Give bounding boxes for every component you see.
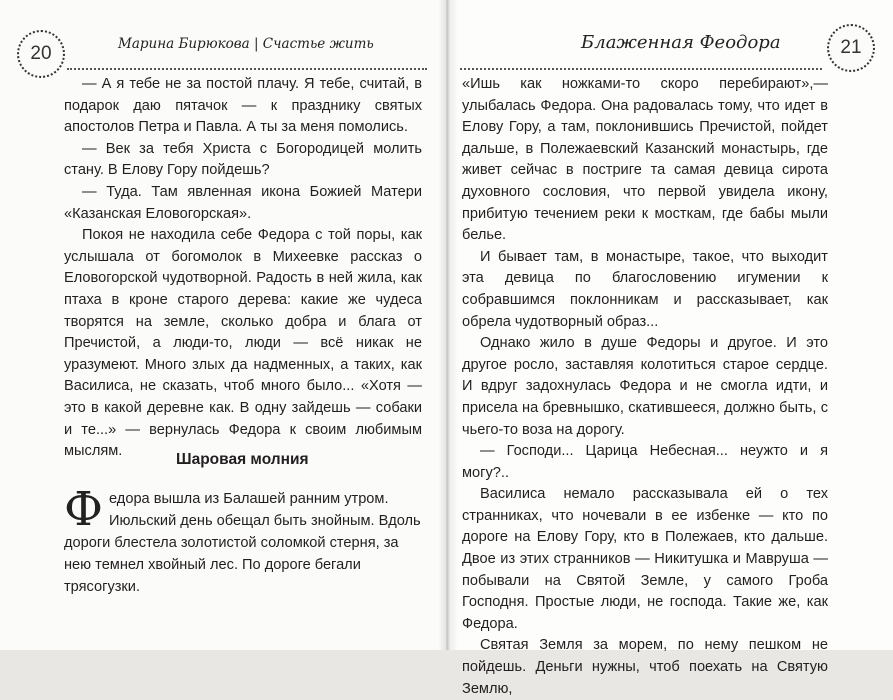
right-text-block [462,74,828,700]
right-page [448,0,893,697]
book-gutter [438,0,458,650]
section-heading: Шаровая молния [176,451,309,468]
right-paragraph-4: — Господи... Царица Небесная... неужто и я могу?.. [462,443,828,481]
right-paragraph-3: Однако жило в душе Федоры и другое. И это другое росло, заставляя колотиться старое сердце. И вдруг задохнулась Федора и не смогла идти, и присела на бревнышко, скатившееся, должно быть, с чьего-то воза на дорогу. [462,335,828,438]
left-paragraph-4: Покоя не находила себе Федора с той поры, как услышала от богомолок в Михеевке рассказ о Еловогорской чудотворной. Радость в ней жила, как птаха в кроне старого дерева: какие же чудеса творятся на земле, сколько добра и блага от Пречистой, а люди-то, люди — всё никак не уразумеют. Много злых да надменных, а таких, как Василиса, не сказать, чтоб много было... «Хотя — это в какой деревне как. В одну зайдешь — собаки и те...» — вернулась Федора к своим любимым мыслям. [64,227,422,460]
left-paragraph-1: — А я тебе не за постой плачу. Я тебе, считай, в подарок даю пятачок — к празднику святых апостолов Петра и Павла. А ты за меня помолись. [64,76,422,136]
left-paragraph-3: — Туда. Там явленная икона Божией Матери «Казанская Еловогорская». [64,183,422,222]
right-page-number-text: 21 [840,37,862,58]
dropcap-letter: Ф [64,482,104,537]
left-text-block [64,74,422,463]
left-running-head: Марина Бирюкова | Счастье жить [118,36,374,52]
right-header-rule [460,68,822,70]
right-paragraph-6: Святая Земля за морем, по нему пешком не пойдешь. Деньги нужны, чтоб поехать на Святую Землю, [462,637,828,697]
dropcap-paragraph [64,482,422,598]
left-page [0,0,446,650]
right-paragraph-1: «Ишь как ножками-то скоро перебирают»,— улыбалась Федора. Она радовалась тому, что идет в Елову Гору, а там, поклонившись Пречистой, пойдет дальше, в Полежаевский Казанский монастырь, где живет сейчас в постриге та самая девица сирота духовного сословия, что первой увидела икону, прибитую течением реки к мосткам, где бабы мыли белье. [462,76,828,244]
right-paragraph-5: Василиса немало рассказывала ей о тех странниках, что ночевали в ее избенке — кто по дороге на Елову Гору, кто в Полежаев, кто дальше. Двое из этих странников — Никитушка и Мавруша — побывали на Святой Земле, у самого Гроба Господня. Простые люди, не господа. Такие же, как Федора. [462,486,828,632]
left-paragraph-2: — Век за тебя Христа с Богородицей молить стану. В Елову Гору пойдешь? [64,140,422,179]
right-running-head: Блаженная Феодора [581,32,781,53]
left-header-rule [67,68,427,70]
left-page-number [17,30,65,78]
left-page-number-text: 20 [30,43,52,64]
dropcap-paragraph-text: едора вышла из Балашей ранним утром. Июльский день обещал быть знойным. Вдоль дороги блестела золотистой соломкой стерня, за нею темнел хвойный лес. По дороге бегали трясогузки. [64,491,421,595]
right-page-number [827,24,875,72]
right-paragraph-2: И бывает там, в монастыре, такое, что выходит эта девица по благословению игумении к собравшимся поклонникам и рассказывает, как обрела чудотворный образ... [462,248,828,330]
